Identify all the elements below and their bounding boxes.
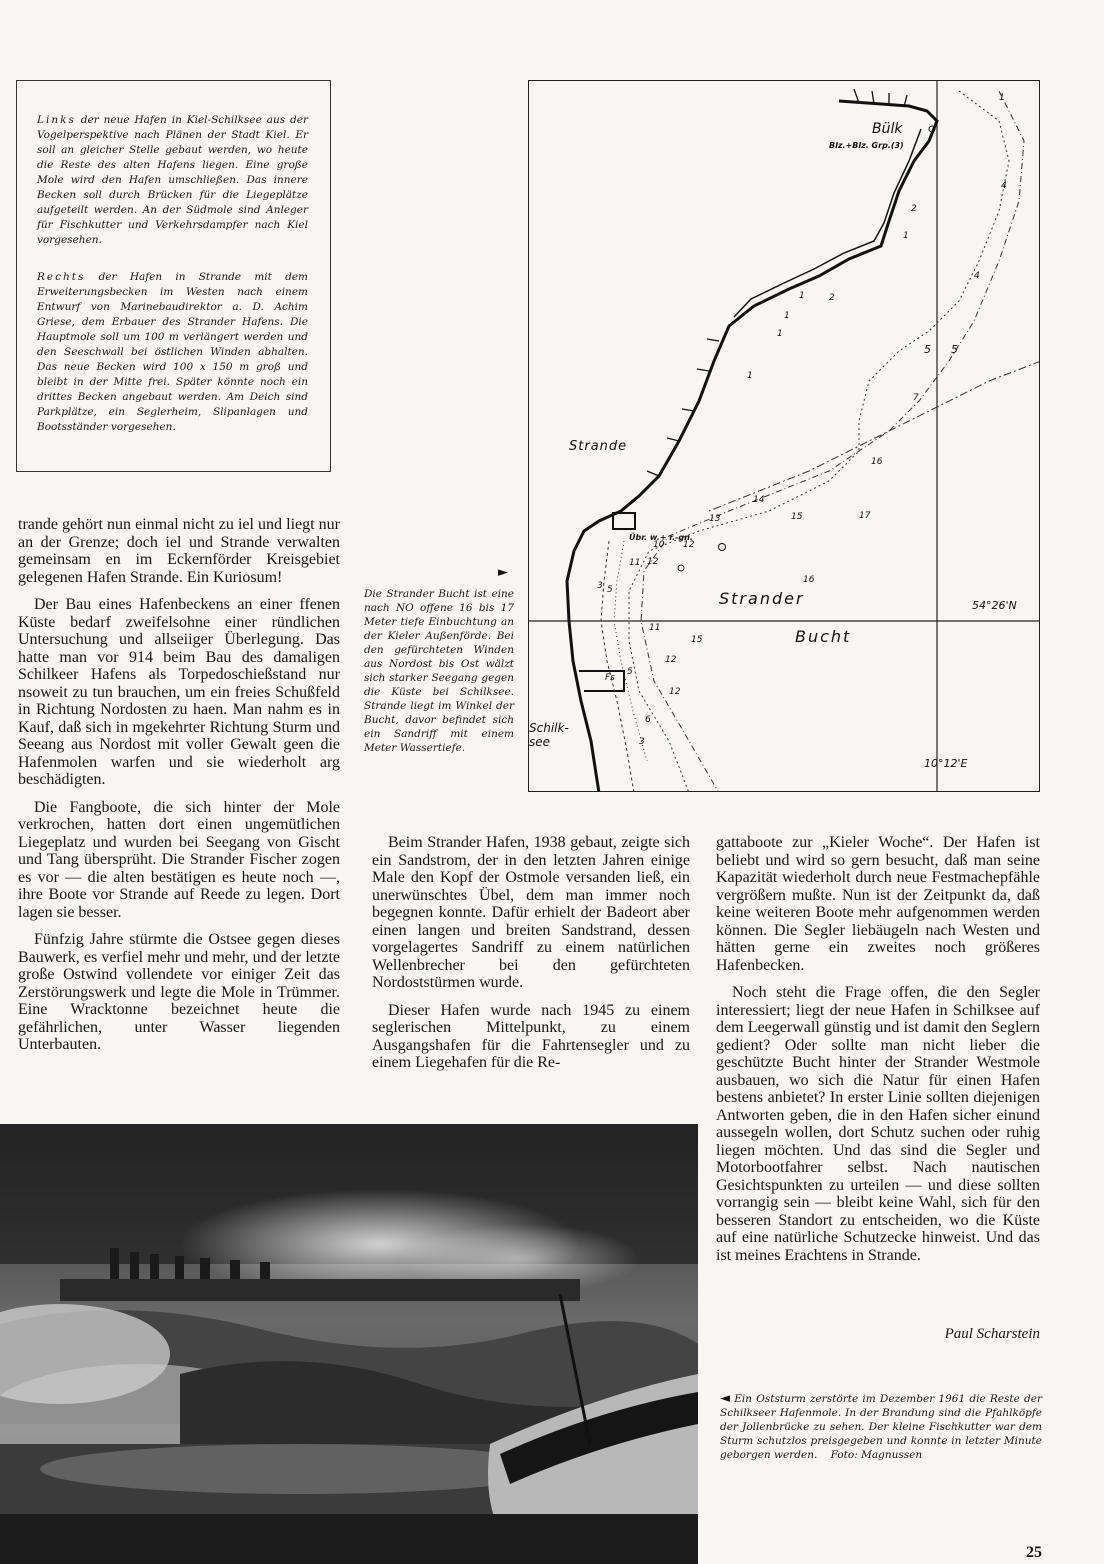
storm-photo-image <box>0 1124 698 1564</box>
depth-mark: 2 <box>829 293 835 303</box>
depth-mark: 16 <box>871 457 883 467</box>
map-label-fs: Fs <box>605 673 615 683</box>
depth-mark: 3 <box>597 581 603 591</box>
depth-mark: 5 <box>607 585 613 595</box>
paragraph: gattaboote zur „Kieler Woche“. Der Hafen ist beliebt und wird so gern besucht, daß man seine Kapazität wiederholt durch neue Festmachepfähle vergrößern mußte. Nun ist der Zeitpunkt da, daß keine weiteren Boote mehr aufgenommen werden können. Die Segler liebäugeln nach Westen und hätten gerne ein zweites noch größeres Hafenbecken. <box>716 834 1040 974</box>
map-label-longitude: 10°12'E <box>924 757 968 770</box>
caption-box <box>16 80 331 472</box>
depth-mark: 5 <box>951 343 958 356</box>
caption-right-text: der Hafen in Strande mit dem Erweiterungsbecken im Westen nach einem Entwurf von Marinebaudirektor a. D. Achim Griese, dem Erbauer des Strander Hafens. Die Hauptmole soll um 100 m verlängert werden und den Seeschwall bei östlichen Winden abhalten. Das neue Becken wird 100 x 150 m groß und bleibt in der Mitte frei. Später könnte noch ein drittes Becken angebaut werden. Am Deich sind Parkplätze, ein Seglerheim, Slipanlagen und Bootsständer vorgesehen. <box>37 271 309 433</box>
author-signature: Paul Scharstein <box>944 1326 1040 1342</box>
depth-mark: 14 <box>753 495 765 505</box>
depth-mark: 15 <box>691 635 703 645</box>
depth-mark: 11 <box>649 623 661 633</box>
paragraph: Die Fangboote, die sich hinter der Mole verkrochen, hatten dort einen ungemütlichen Liegeplatz und wurden bei Seegang von Gischt und Tang übersprüht. Die Strander Fischer zogen es vor — die alten bestätigen es heute noch —, ihre Boote vor Strande auf Reede zu legen. Dort lagen sie besser. <box>18 798 340 921</box>
text-column-2 <box>372 834 690 1082</box>
depth-mark: 1 <box>784 311 790 321</box>
map-label-latitude: 54°26'N <box>972 599 1017 612</box>
depth-mark: 13 <box>709 514 721 524</box>
paragraph: Beim Strander Hafen, 1938 gebaut, zeigte sich ein Sandstrom, der in den letzten Jahren einige Male den Kopf der Ostmole versanden ließ, ein unerwünschtes Übel, dem man immer noch begegnen konnte. Dafür erhielt der Badeort aber einen langen und breiten Sandstrand, dessen vorgelagertes Sandriff zu einem natürlichen Wellenbrecher bei den gefürchteten Nordoststürmen wurde. <box>372 834 690 991</box>
storm-photo <box>0 1124 698 1564</box>
depth-mark: 16 <box>803 575 815 585</box>
depth-mark: 1 <box>999 93 1005 103</box>
photo-caption <box>720 1392 1042 1462</box>
depth-mark: 2 <box>911 204 917 214</box>
map-label-bulk: Bülk <box>872 121 903 137</box>
depth-mark: 5 <box>924 343 931 356</box>
depth-mark: 1 <box>777 329 783 339</box>
depth-mark: 12 <box>669 687 681 697</box>
depth-mark: 6 <box>645 715 651 725</box>
depth-mark: 7 <box>913 393 919 403</box>
depth-mark: 17 <box>859 511 871 521</box>
depth-mark: 15 <box>791 512 803 522</box>
paragraph: Noch steht die Frage offen, die den Segler interessiert; liegt der neue Hafen in Schilksee auf dem Leegerwall günstig und ist damit den Seglern gedient? Oder sollte man nicht lieber die geschützte Bucht hinter der Strander Westmole ausbauen, wo sich die Natur für einen Hafen bestens anbietet? In erster Linie sollten diejenigen Antworten geben, die in den Hafen sicher einund aussegeln wollen, dort Schutz suchen oder ruhig liegen möchten. Und das sind die Segler und Motorbootfahrer selbst. Nach nautischen Gesichtspunkten zu urteilen — und diese sollten vorrangig sein — bleibt keine Wahl, sich für den besseren Standort zu entscheiden, wo die Küste auf eine natürliche Schutzecke hinweist. Und das ist meines Erachtens in Strande. <box>716 984 1040 1264</box>
depth-mark: 11 <box>629 558 641 568</box>
depth-mark: 12 <box>647 557 659 567</box>
photo-caption-text: Ein Oststurm zerstörte im Dezember 1961 die Reste der Schilkseer Hafenmole. In der Brandung sind die Pfahlköpfe der Jollenbrücke zu sehen. Der kleine Fischkutter war dem Sturm schutzlos preisgegeben und konnte in letzter Minute geborgen werden. <box>720 1393 1043 1461</box>
depth-mark: 5 <box>627 667 633 677</box>
depth-mark: 10 <box>653 540 665 550</box>
map-label-strande: Strande <box>569 439 628 454</box>
caption-left-lead: Links <box>37 114 76 126</box>
caption-pointer-icon: ◄ <box>720 1391 730 1406</box>
depth-mark: 3 <box>639 737 645 747</box>
caption-right-lead: Rechts <box>37 271 86 283</box>
caption-left <box>37 113 308 248</box>
caption-pointer-icon: ► <box>498 565 508 580</box>
map-label-bucht: Bucht <box>795 627 852 646</box>
paragraph: Der Bau eines Hafenbeckens an einer ffenen Küste bedarf zweifelsohne einer ründlichen Untersuchung und allseiiger Überlegung. Das hatte man vor 914 beim Bau des damaligen Schilkeer Hafens als Torpedoschießstand nur nsoweit zu tun brauchen, um ein freies Schußfeld in Richtung Nordosten zu haen. Man nahm es in Kauf, daß sich in mgekehrter Richtung Sturm und Seeang aus Nordost mit voller Gewalt geen die Hafenmolen warfen und sie wiederholt arg beschädigten. <box>18 596 340 788</box>
depth-mark: 1 <box>799 291 805 301</box>
photo-credit: Foto: Magnussen <box>830 1449 923 1461</box>
depth-mark: 12 <box>665 655 677 665</box>
depth-mark: 12 <box>683 540 695 550</box>
depth-mark: 1 <box>903 231 909 241</box>
paragraph: trande gehört nun einmal nicht zu iel und liegt nur an der Grenze; doch iel und Strande verwalten gemeinsam en im Eckernförder Kreisgebiet gelegenen Hafen Strande. Ein Kuriosum! <box>18 516 340 586</box>
map-label-bulk-light: Blz.+Blz. Grp.(3) <box>829 141 904 150</box>
nautical-map <box>528 80 1040 792</box>
paragraph: Dieser Hafen wurde nach 1945 zu einem seglerischen Mittelpunkt, zu einem Ausgangshafen für die Fahrtensegler und zu einem Liegehafen für die Re- <box>372 1001 690 1071</box>
map-label-strander: Strander <box>719 589 805 608</box>
depth-mark: 1 <box>747 371 753 381</box>
paragraph: Fünfzig Jahre stürmte die Ostsee gegen dieses Bauwerk, es verfiel mehr und mehr, und der letzte große Ostwind vollendete vor einiger Zeit das Zerstörungswerk und legte die Mole in Trümmer. Eine Wracktonne bezeichnet heute die gefährlichen, unter Wasser liegenden Unterbauten. <box>18 931 340 1053</box>
depth-mark: 4 <box>1001 181 1007 191</box>
map-label-schilksee: Schilk- see <box>529 721 569 749</box>
map-drawing <box>529 81 1040 792</box>
depth-mark: 4 <box>974 271 980 281</box>
text-column-3 <box>716 834 1040 1274</box>
page-number: 25 <box>1026 1544 1042 1561</box>
caption-left-text: der neue Hafen in Kiel-Schilksee aus der Vogelperspektive nach Plänen der Stadt Kiel. Er soll an gleicher Stelle gebaut werden, wo heute die Reste des alten Hafens liegen. Eine große Mole wird den Hafen umschließen. Das innere Becken soll durch Brücken für die Liegeplätze aufgeteilt werden. An der Südmole sind Anleger für Fischkutter und Verkehrsdampfer nach Kiel vorgesehen. <box>37 114 308 246</box>
map-label-ubr: Übr. w.+ r.-gn. <box>629 533 693 542</box>
caption-right <box>37 270 308 435</box>
text-column-1 <box>18 516 340 1064</box>
map-caption: Die Strander Bucht ist eine nach NO offene 16 bis 17 Meter tiefe Einbuchtung an der Kieler Außenförde. Bei den gefürchteten Winden aus Nordost bis Ost wälzt sich starker Seegang gegen die Küste bei Schilksee. Strande liegt im Winkel der Bucht, davor befindet sich ein Sandriff mit einem Meter Wassertiefe. <box>364 588 514 754</box>
